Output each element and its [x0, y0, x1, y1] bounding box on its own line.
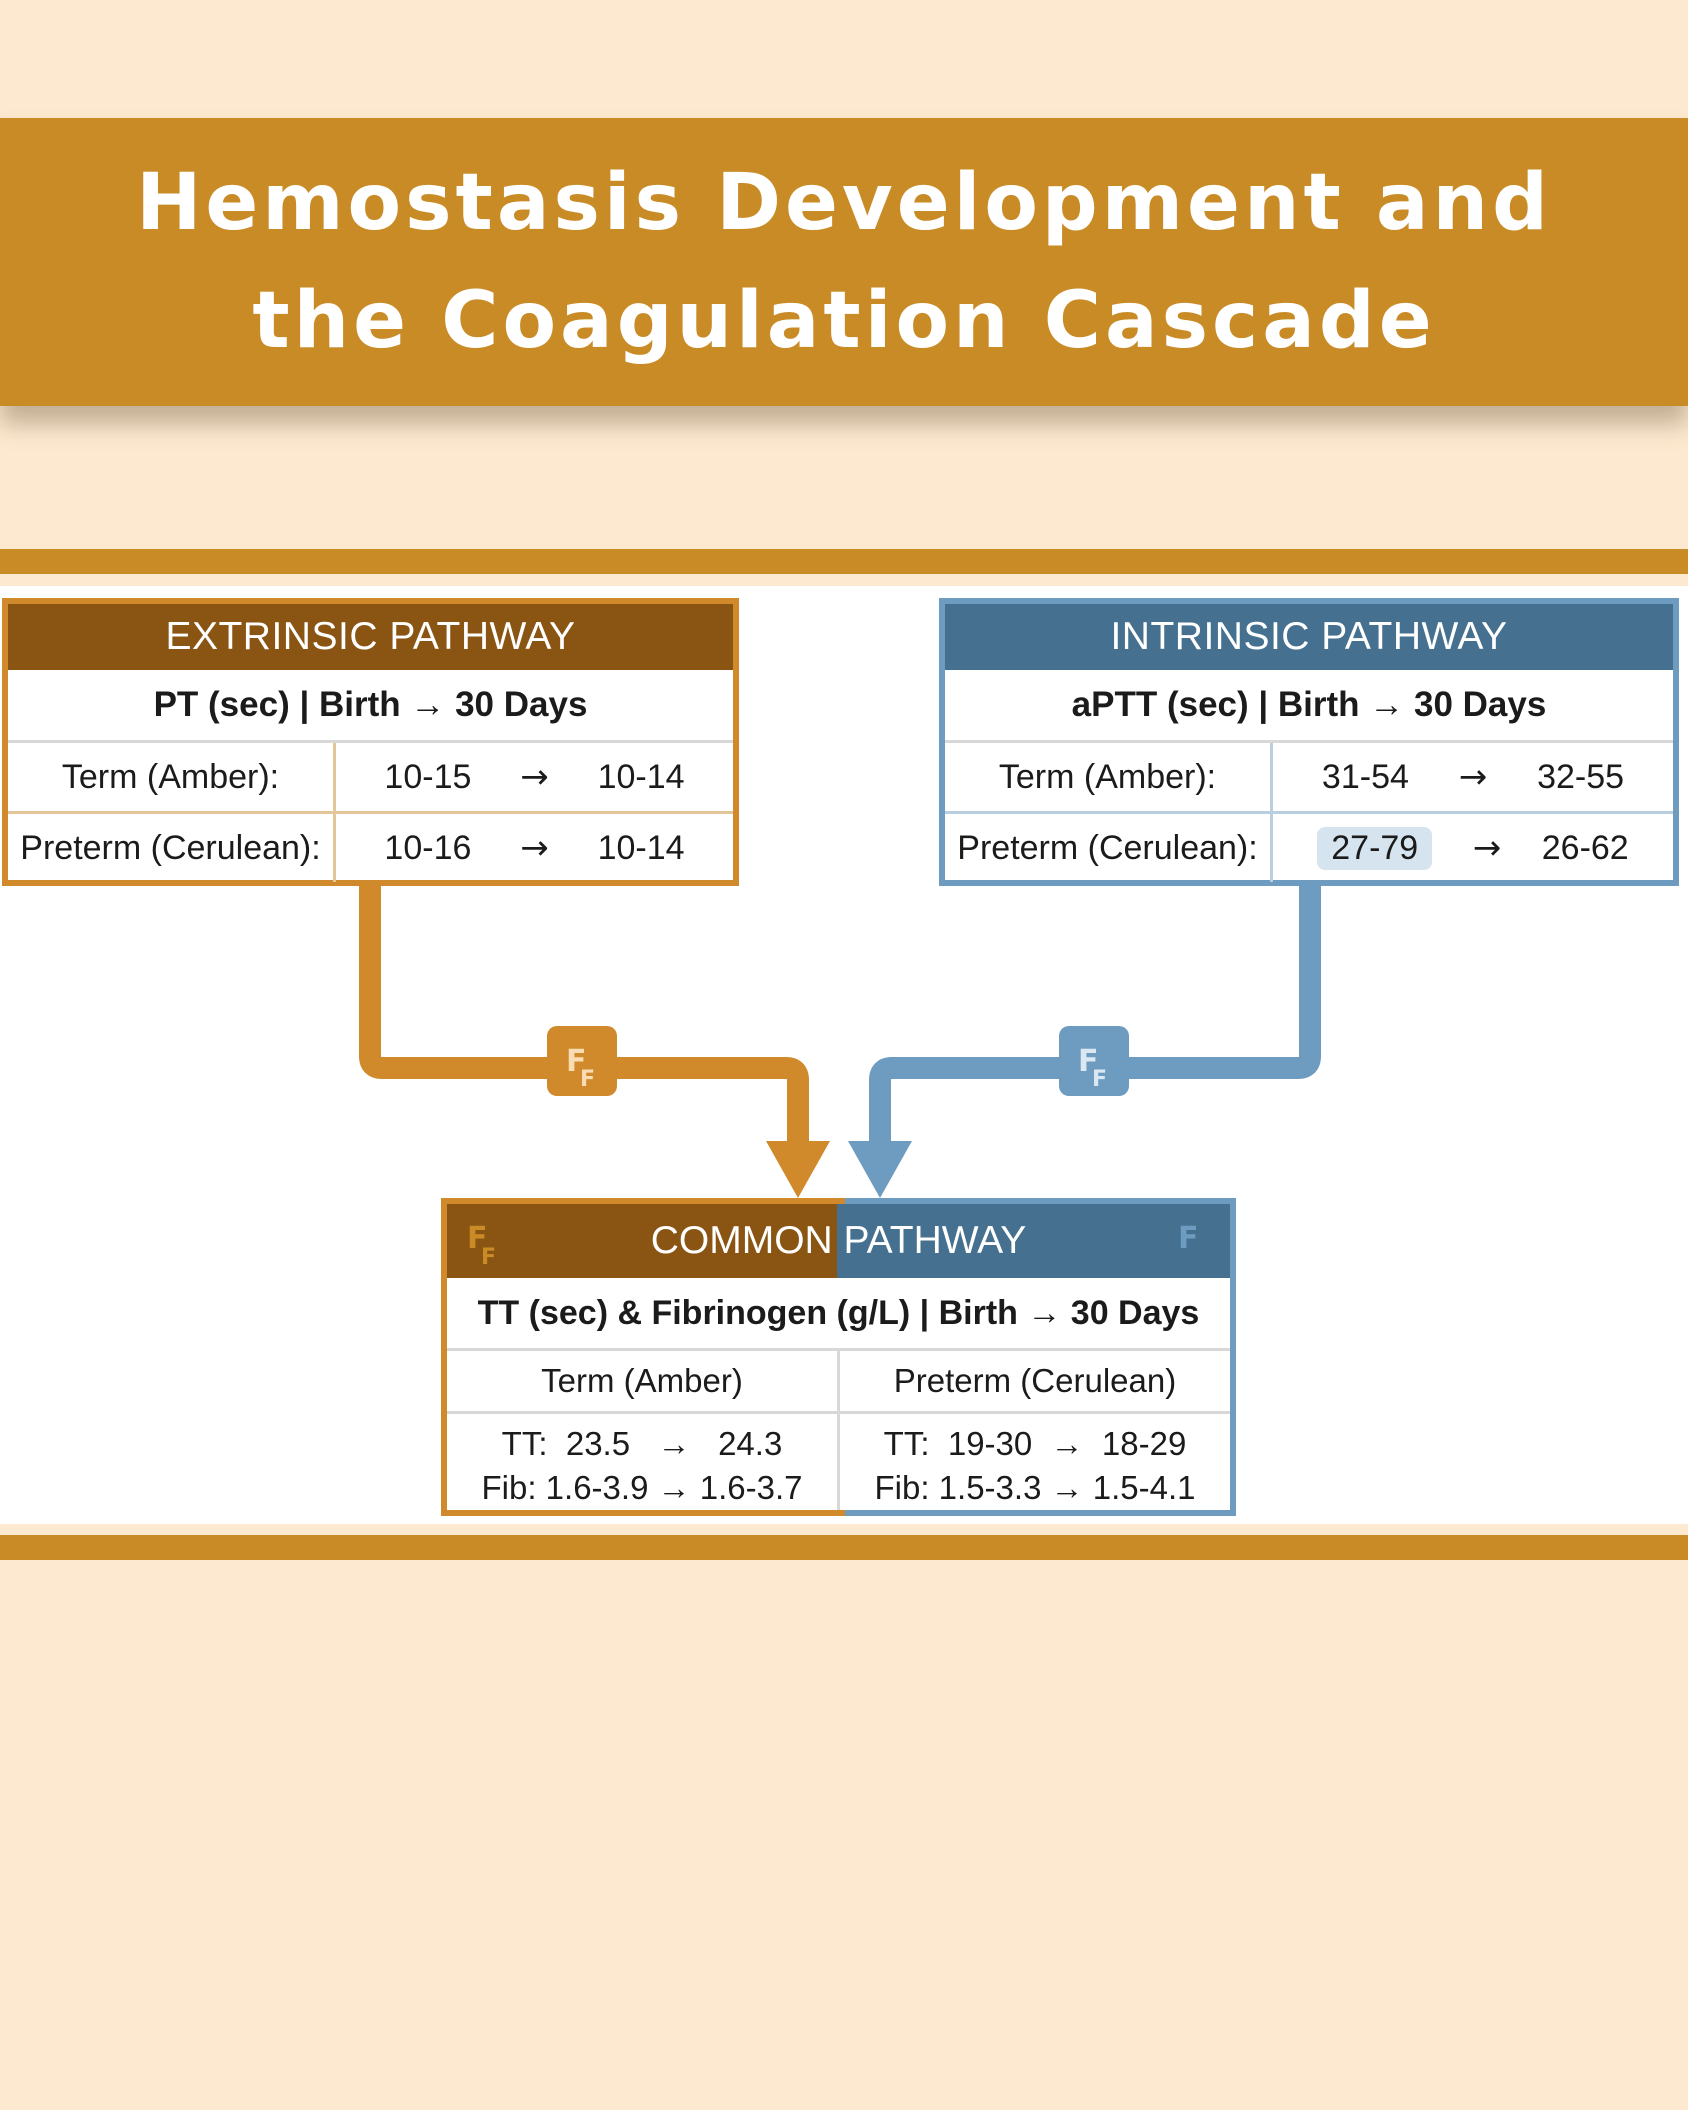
preterm-heading: Preterm (Cerulean) — [840, 1351, 1230, 1414]
arrow-right-icon: → — [520, 828, 549, 868]
badge-letter: F — [1178, 1221, 1199, 1256]
birth-value: 31-54 — [1321, 757, 1409, 796]
intrinsic-subheading: aPTT (sec) | Birth → 30 Days — [945, 670, 1673, 743]
day30-value: 32-55 — [1537, 757, 1625, 796]
badge-letter: F — [566, 1044, 587, 1079]
intrinsic-connector — [880, 886, 1310, 1146]
table-row — [8, 743, 733, 811]
table-row — [8, 811, 733, 882]
table-row — [945, 743, 1673, 811]
row-label: Preterm (Cerulean): — [8, 814, 336, 882]
birth-value: 10-15 — [384, 757, 472, 796]
common-heading: COMMON PATHWAY — [650, 1219, 1027, 1262]
row-label: Term (Amber): — [8, 743, 336, 811]
extrinsic-factor-badge — [547, 1026, 617, 1096]
extrinsic-arrowhead — [766, 1141, 830, 1198]
birth-value: 10-16 — [384, 828, 472, 867]
term-heading: Term (Amber) — [447, 1351, 837, 1414]
badge-letter-small: F — [1092, 1067, 1108, 1092]
arrow-right-icon: → — [1472, 828, 1502, 868]
intrinsic-heading: INTRINSIC PATHWAY — [945, 604, 1673, 670]
bottom-divider — [0, 1535, 1688, 1560]
day30-value: 10-14 — [597, 757, 685, 796]
row-label: Term (Amber): — [945, 743, 1273, 811]
day30-value: 26-62 — [1541, 828, 1629, 867]
intrinsic-arrowhead — [848, 1141, 912, 1198]
extrinsic-connector — [370, 886, 798, 1146]
badge-letter: F — [1078, 1044, 1099, 1079]
preterm-fib-values: Fib: 1.5-3.3 → 1.5-4.1 — [874, 1469, 1196, 1506]
term-fib-values: Fib: 1.6-3.9 → 1.6-3.7 — [481, 1469, 803, 1506]
extrinsic-pathway-card — [2, 598, 739, 886]
badge-letter-small: F — [580, 1067, 596, 1092]
title-banner — [0, 118, 1688, 406]
badge-letter-small: F — [481, 1245, 497, 1270]
common-term-column — [447, 1351, 840, 1510]
extrinsic-subheading: PT (sec) | Birth → 30 Days — [8, 670, 733, 743]
arrow-right-icon: → — [1458, 757, 1488, 797]
preterm-tt-values: TT: 19-30 → 18-29 — [883, 1425, 1187, 1462]
intrinsic-factor-badge — [1059, 1026, 1129, 1096]
table-row — [945, 811, 1673, 882]
top-divider — [0, 549, 1688, 574]
birth-value-highlighted: 27-79 — [1317, 827, 1432, 870]
page-title: Hemostasis Development and the Coagulation Cascade — [136, 158, 1552, 366]
day30-value: 10-14 — [597, 828, 685, 867]
common-preterm-column — [840, 1351, 1230, 1510]
common-heading-bar — [447, 1204, 1230, 1278]
intrinsic-pathway-card — [939, 598, 1679, 886]
arrow-right-icon: → — [520, 757, 549, 797]
term-tt-values: TT: 23.5 → 24.3 — [501, 1425, 783, 1462]
badge-letter: F — [467, 1221, 488, 1256]
extrinsic-heading: EXTRINSIC PATHWAY — [8, 604, 733, 670]
common-subheading: TT (sec) & Fibrinogen (g/L) | Birth → 30 Days — [447, 1278, 1230, 1351]
row-label: Preterm (Cerulean): — [945, 814, 1273, 882]
common-pathway-card — [441, 1198, 1236, 1516]
